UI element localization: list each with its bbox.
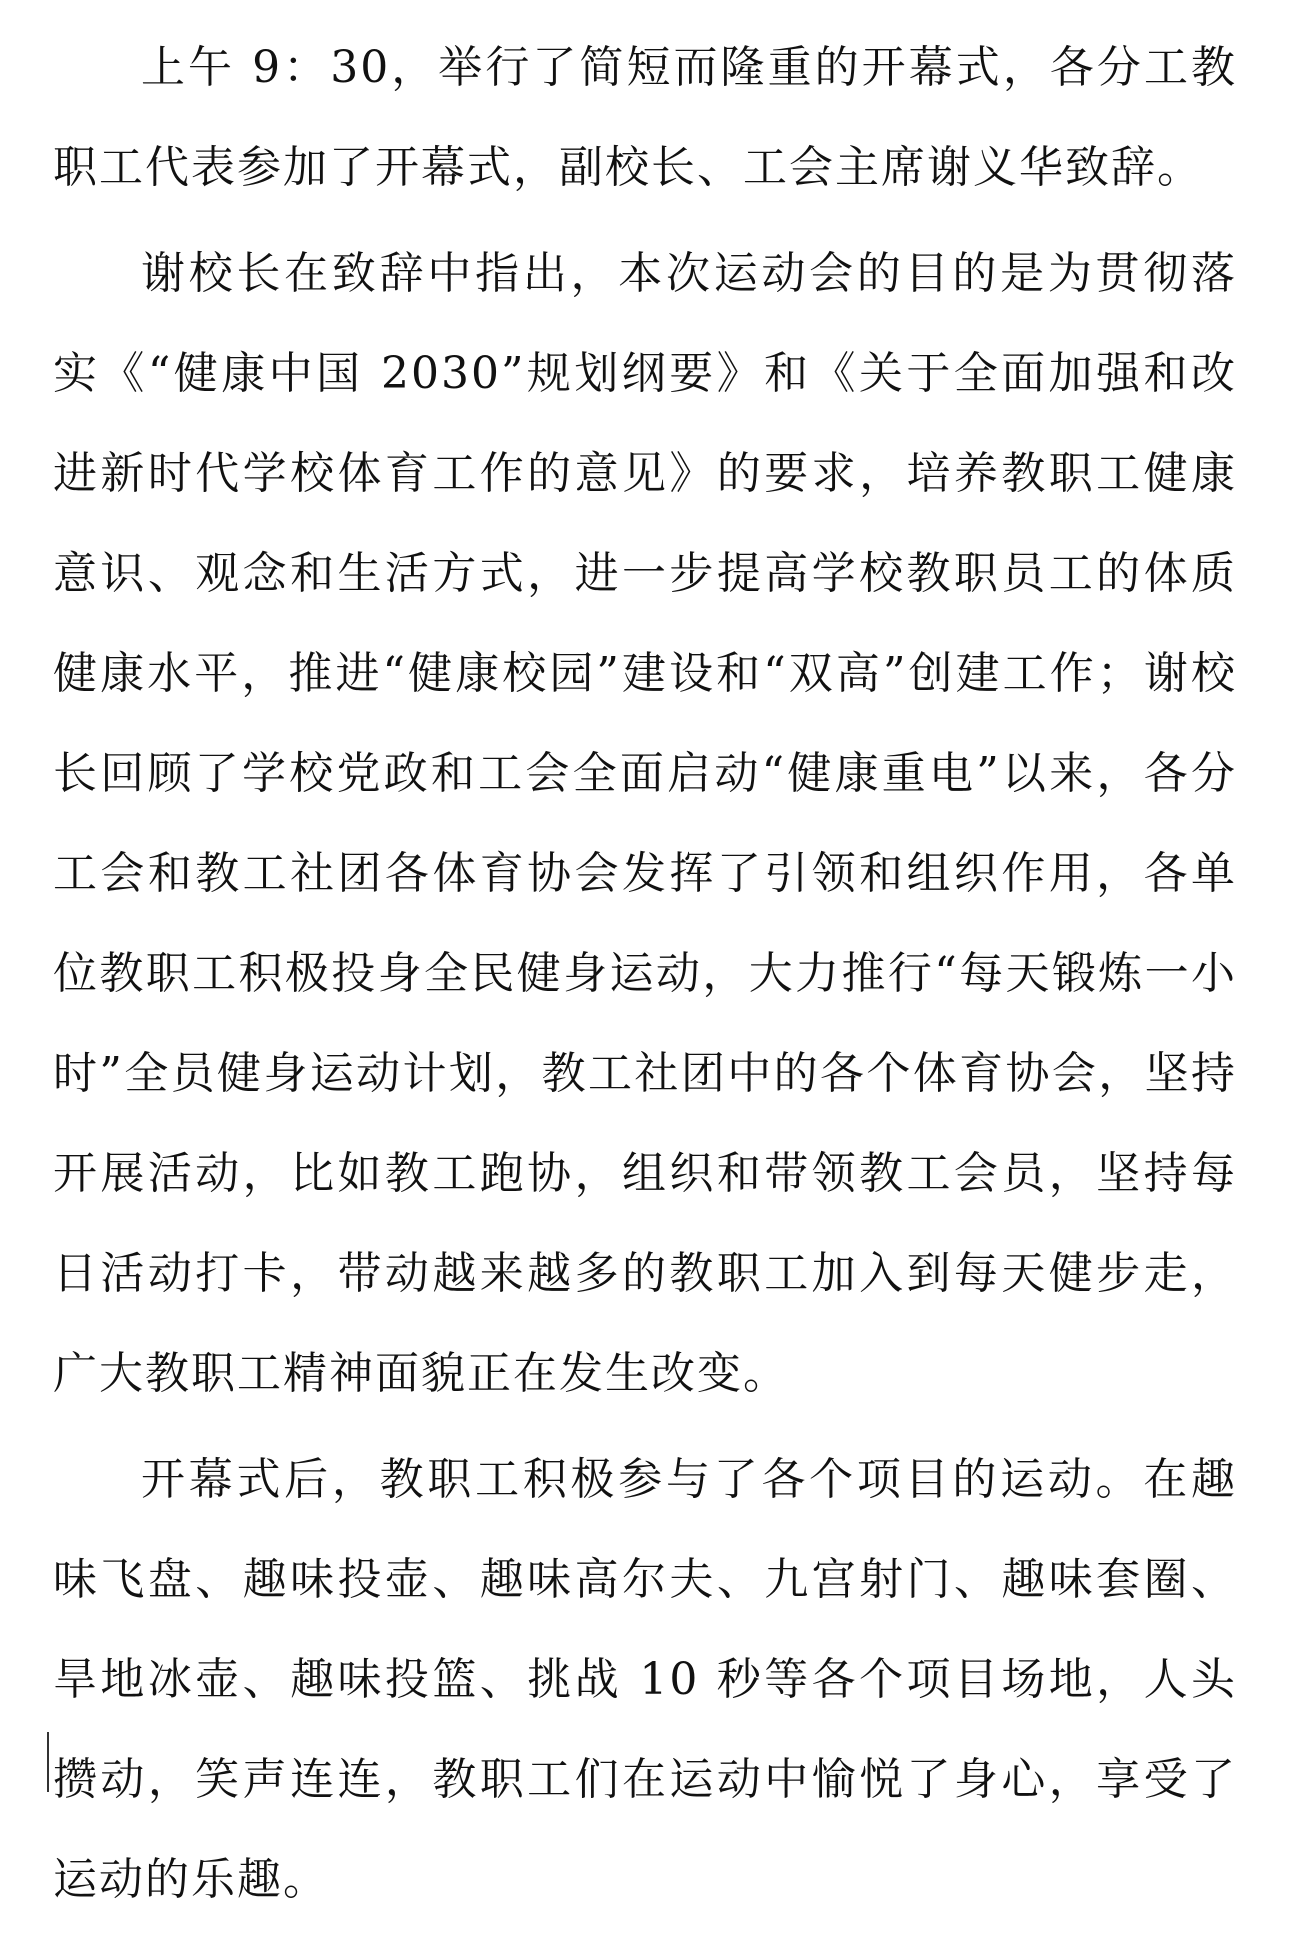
text-cursor	[47, 1732, 49, 1792]
paragraph-opening-ceremony: 上午 9：30，举行了简短而隆重的开幕式，各分工教职工代表参加了开幕式，副校长、工会主席谢义华致辞。	[53, 42, 1237, 193]
paragraph-principal-speech: 谢校长在致辞中指出，本次运动会的目的是为贯彻落实《“健康中国 2030”规划纲要》和《关于全面加强和改进新时代学校体育工作的意见》的要求，培养教职工健康意识、观念和生活方式，进一步提高学校教职员工的体质健康水平，推进“健康校园”建设和“双高”创建工作；谢校长回顾了学校党政和工会全面启动“健康重电”以来，各分工会和教工社团各体育协会发挥了引领和组织作用，各单位教职工积极投身全民健身运动，大力推行“每天锻炼一小时”全员健身运动计划，教工社团中的各个体育协会，坚持开展活动，比如教工跑协，组织和带领教工会员，坚持每日活动打卡，带动越来越多的教职工加入到每天健步走，广大教职工精神面貌正在发生改变。	[53, 248, 1237, 1399]
document-body	[53, 18, 1237, 1936]
paragraph-events: 开幕式后，教职工积极参与了各个项目的运动。在趣味飞盘、趣味投壶、趣味高尔夫、九宫射门、趣味套圈、旱地冰壶、趣味投篮、挑战 10 秒等各个项目场地，人头攒动，笑声连连，教职工们在运动中愉悦了身心，享受了运动的乐趣。	[53, 1454, 1237, 1905]
